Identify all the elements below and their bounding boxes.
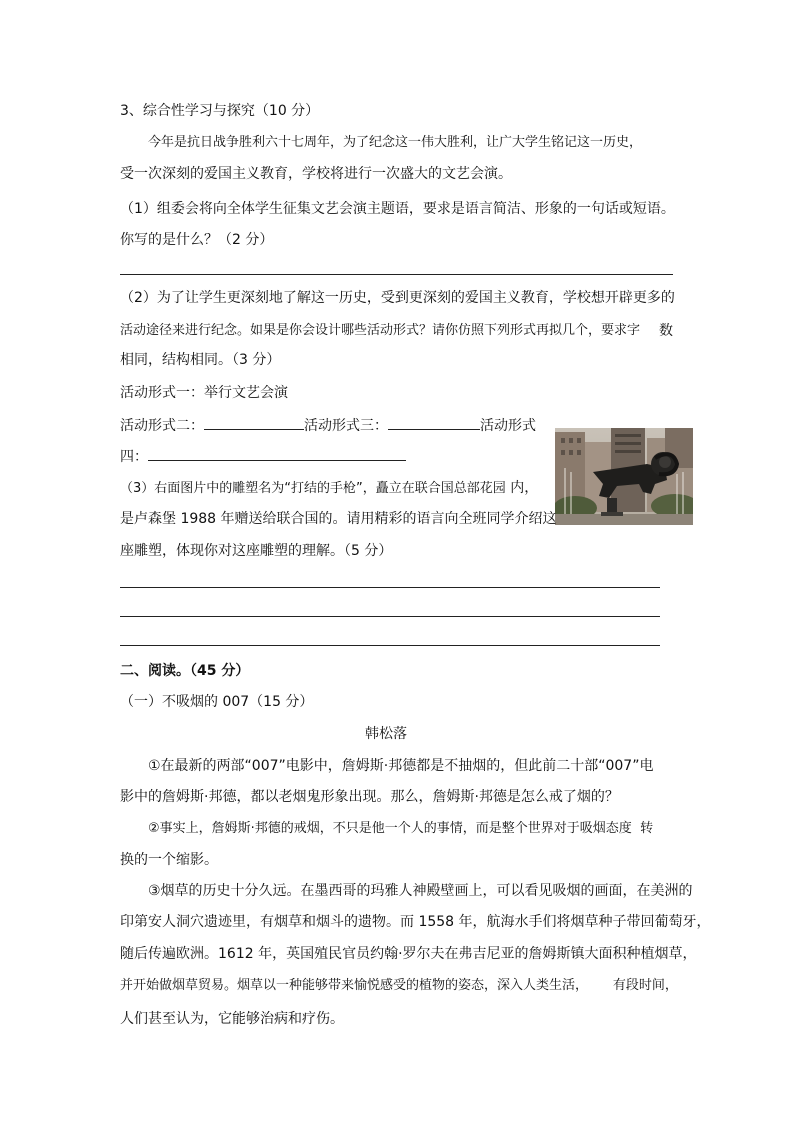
answer-line-q1[interactable] (120, 274, 673, 275)
activity-form-4-blank[interactable] (148, 446, 406, 461)
reading-heading: 二、阅读。（45 分） (120, 663, 250, 679)
paragraph-3-line-3: 随后传遍欧洲。1612 年，英国殖民官员约翰·罗尔夫在弗吉尼亚的詹姆斯镇大面积种植烟草， (120, 946, 697, 962)
paragraph-2-line-2: 换的一个缩影。 (120, 852, 218, 868)
activity-form-2-label: 活动形式二： (120, 418, 204, 434)
article-author: 韩松落 (365, 726, 407, 742)
question-3-line-2: 是卢森堡 1988 年赠送给联合国的。请用精彩的语言向全班同学介绍这 (120, 511, 557, 527)
question-3-line-1 (120, 478, 538, 499)
activity-form-4-label-end: 四： (120, 449, 148, 465)
reading-subheading: （一）不吸烟的 007（15 分） (120, 694, 314, 710)
paragraph-2-line-1 (148, 819, 653, 839)
activity-form-1: 活动形式一：举行文艺会演 (120, 385, 288, 401)
question-3-line-3: 座雕塑，体现你对这座雕塑的理解。（5 分） (120, 543, 393, 559)
activity-form-4-label: 活动形式 (480, 418, 536, 434)
paragraph-3-line-4-text: 并开始做烟草贸易。烟草以一种能够带来愉悦感受的植物的姿态，深入人类生活， (120, 978, 589, 993)
question-2-line-2-end: 数 (659, 323, 673, 339)
question-2-line-3: 相同，结构相同。（3 分） (120, 352, 281, 368)
paragraph-1-line-2: 影中的詹姆斯·邦德，都以老烟鬼形象出现。那么，詹姆斯·邦德是怎么戒了烟的？ (120, 789, 619, 805)
question-1-line-2: 你写的是什么？（2 分） (120, 232, 274, 248)
question-1-line-1: （1）组委会将向全体学生征集文艺会演主题语，要求是语言简洁、形象的一句话或短语。 (120, 201, 675, 217)
knotted-gun-sculpture-photo (555, 428, 693, 525)
activity-form-4-row (120, 446, 406, 467)
answer-line-q3-2[interactable] (120, 616, 660, 617)
paragraph-2-line-1-end: 转 (640, 821, 654, 836)
paragraph-3-line-1: ③烟草的历史十分久远。在墨西哥的玛雅人神殿壁画上，可以看见吸烟的画面，在美洲的 (148, 883, 693, 899)
paragraph-2-line-1-text: ②事实上，詹姆斯·邦德的戒烟，不只是他一个人的事情，而是整个世界对于吸烟态度 (148, 821, 632, 836)
activity-form-2-blank[interactable] (204, 415, 304, 430)
paragraph-3-line-4 (120, 976, 678, 996)
intro-line-2: 受一次深刻的爱国主义教育，学校将进行一次盛大的文艺会演。 (120, 166, 512, 182)
question-2-line-2: 活动途径来进行纪念。如果是你会设计哪些活动形式？请你仿照下列形式再拟几个，要求字 (120, 323, 641, 338)
paragraph-3-line-2: 印第安人洞穴遗迹里，有烟草和烟斗的遗物。而 1558 年，航海水手们将烟草种子带回葡萄牙， (120, 914, 711, 930)
answer-line-q3-1[interactable] (120, 587, 660, 588)
question-3-line-1-end: 内， (510, 480, 539, 496)
activity-form-row (120, 415, 536, 436)
section-3-heading: 3、综合性学习与探究（10 分） (120, 103, 320, 119)
activity-form-3-blank[interactable] (388, 415, 480, 430)
question-2-line-1: （2）为了让学生更深刻地了解这一历史，受到更深刻的爱国主义教育，学校想开辟更多的 (120, 290, 675, 306)
question-3-line-1-text: （3）右面图片中的雕塑名为“打结的手枪”，矗立在联合国总部花园 (120, 481, 506, 496)
paragraph-3-line-5: 人们甚至认为，它能够治病和疗伤。 (120, 1011, 344, 1027)
paragraph-1-line-1: ①在最新的两部“007”电影中，詹姆斯·邦德都是不抽烟的，但此前二十部“007”电 (148, 758, 654, 774)
activity-form-3-label: 活动形式三： (304, 418, 388, 434)
paragraph-3-line-4-end: 有段时间， (612, 978, 678, 993)
answer-line-q3-3[interactable] (120, 645, 660, 646)
intro-line-1: 今年是抗日战争胜利六十七周年，为了纪念这一伟大胜利，让广大学生铭记这一历史， (148, 135, 643, 150)
